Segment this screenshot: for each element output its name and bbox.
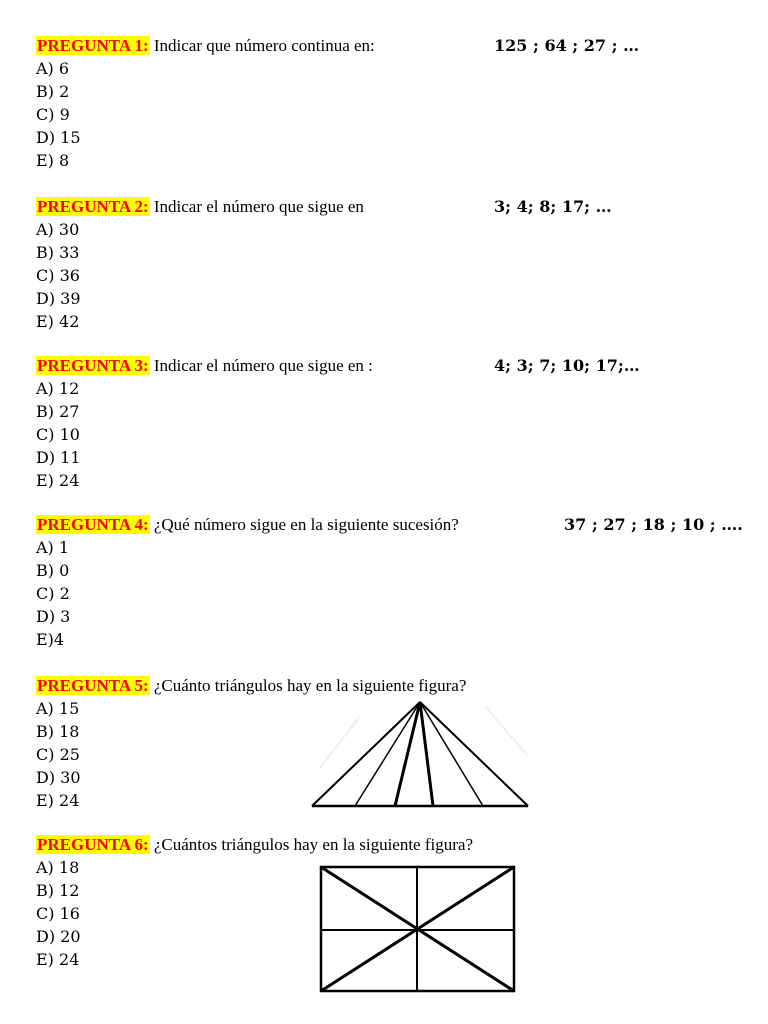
option-c[interactable]: C) 2: [36, 584, 70, 603]
option-a[interactable]: A) 18: [36, 858, 80, 877]
option-e[interactable]: E) 24: [36, 950, 80, 969]
option-a[interactable]: A) 15: [36, 699, 80, 718]
option-c[interactable]: C) 9: [36, 105, 70, 124]
option-d[interactable]: D) 11: [36, 448, 81, 467]
options-list: [36, 377, 756, 492]
triangle-left-side: [312, 702, 420, 806]
option-b[interactable]: B) 2: [36, 82, 70, 101]
question-text: Indicar que número continua en:: [149, 36, 375, 55]
option-b[interactable]: B) 27: [36, 402, 80, 421]
option-a[interactable]: A) 12: [36, 379, 80, 398]
question-label: PREGUNTA 6:: [37, 835, 149, 854]
question-sequence: 37 ; 27 ; 18 ; 10 ; ….: [564, 515, 743, 534]
question-text: Indicar el número que sigue en :: [149, 356, 373, 375]
question-text: Indicar el número que sigue en: [149, 197, 364, 216]
triangle-inner-line-3: [420, 702, 433, 806]
option-e[interactable]: E)4: [36, 630, 65, 649]
rectangle-figure: [318, 864, 518, 994]
option-d[interactable]: D) 20: [36, 927, 81, 946]
option-e[interactable]: E) 42: [36, 312, 80, 331]
option-a[interactable]: A) 1: [36, 538, 70, 557]
question-2: [36, 196, 756, 333]
question-label: PREGUNTA 5:: [37, 676, 149, 695]
option-b[interactable]: B) 12: [36, 881, 80, 900]
question-label: PREGUNTA 1:: [37, 36, 149, 55]
question-header: [36, 355, 756, 377]
option-c[interactable]: C) 16: [36, 904, 80, 923]
question-text: ¿Cuánto triángulos hay en la siguiente figura?: [149, 676, 467, 695]
question-label: PREGUNTA 3:: [37, 356, 149, 375]
option-d[interactable]: D) 30: [36, 768, 81, 787]
option-b[interactable]: B) 18: [36, 722, 80, 741]
options-list: [36, 57, 756, 172]
question-header: [36, 35, 756, 57]
question-header: [36, 675, 756, 697]
option-e[interactable]: E) 24: [36, 791, 80, 810]
option-c[interactable]: C) 25: [36, 745, 80, 764]
question-sequence: 3; 4; 8; 17; …: [494, 197, 612, 216]
option-a[interactable]: A) 6: [36, 59, 70, 78]
option-d[interactable]: D) 15: [36, 128, 81, 147]
question-label: PREGUNTA 4:: [37, 515, 149, 534]
question-header: [36, 514, 756, 536]
options-list: [36, 536, 756, 651]
question-1: [36, 35, 756, 172]
question-sequence: 4; 3; 7; 10; 17;…: [494, 356, 640, 375]
question-sequence: 125 ; 64 ; 27 ; …: [494, 36, 640, 55]
options-list: [36, 218, 756, 333]
option-e[interactable]: E) 8: [36, 151, 70, 170]
option-c[interactable]: C) 36: [36, 266, 80, 285]
option-c[interactable]: C) 10: [36, 425, 80, 444]
question-header: [36, 834, 756, 856]
question-text: ¿Qué número sigue en la siguiente sucesión?: [149, 515, 459, 534]
option-d[interactable]: D) 3: [36, 607, 71, 626]
option-b[interactable]: B) 0: [36, 561, 70, 580]
option-d[interactable]: D) 39: [36, 289, 81, 308]
triangle-inner-line-2: [395, 702, 420, 806]
question-label: PREGUNTA 2:: [37, 197, 149, 216]
option-a[interactable]: A) 30: [36, 220, 80, 239]
option-e[interactable]: E) 24: [36, 471, 80, 490]
question-3: [36, 355, 756, 492]
option-b[interactable]: B) 33: [36, 243, 80, 262]
question-text: ¿Cuántos triángulos hay en la siguiente figura?: [149, 835, 473, 854]
question-4: [36, 514, 756, 651]
question-header: [36, 196, 756, 218]
triangle-figure: [300, 696, 540, 812]
